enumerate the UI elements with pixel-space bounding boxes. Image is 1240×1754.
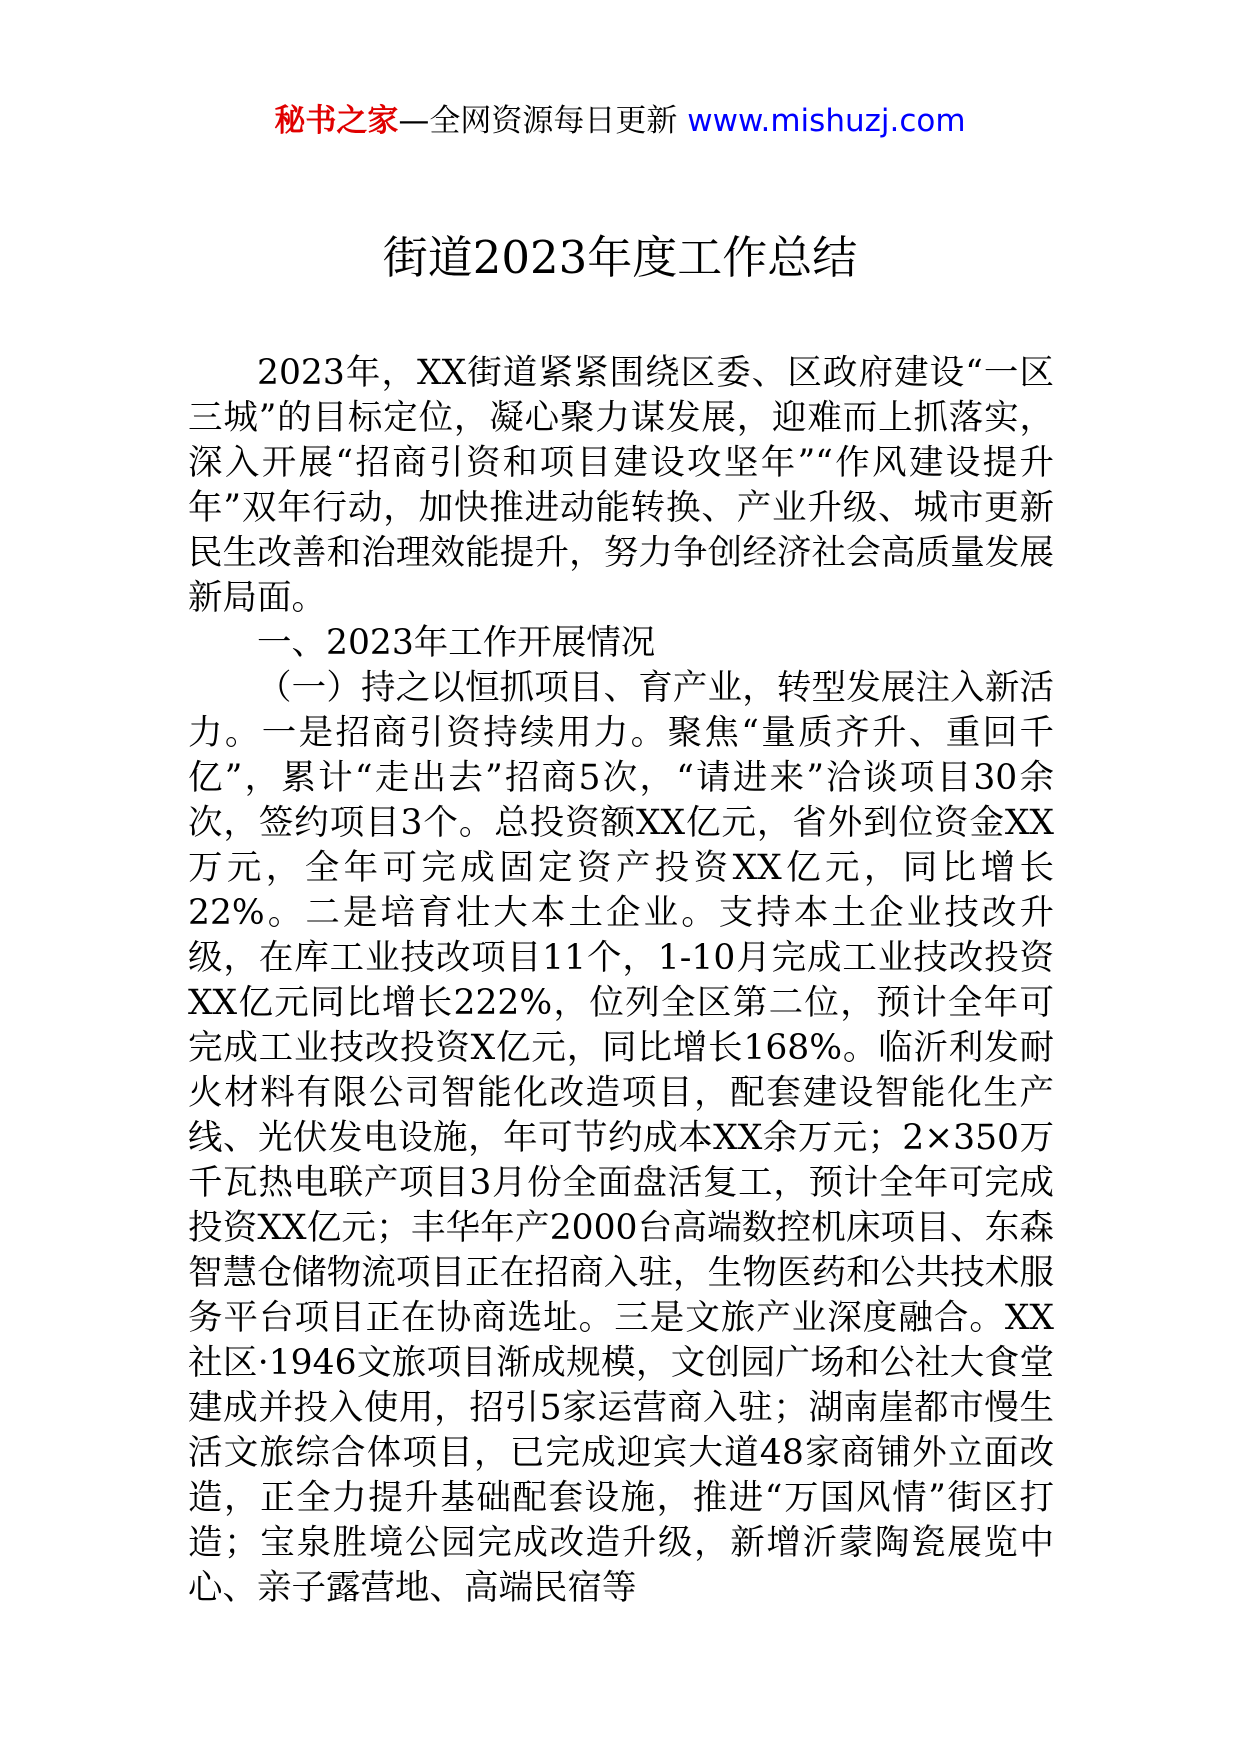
brand-name: 秘书之家 (274, 103, 399, 139)
site-header (0, 98, 1240, 144)
intro-paragraph: 2023年，XX街道紧紧围绕区委、区政府建设“一区三城”的目标定位，凝心聚力谋发展，迎难而上抓落实，深入开展“招商引资和项目建设攻坚年”“作风建设提升年”双年行动，加快推进动能转换、产业升级、城市更新民生改善和治理效能提升，努力争创经济社会高质量发展新局面。 (188, 353, 1054, 618)
website-link[interactable]: www.mishuzj.com (687, 103, 966, 139)
document-body (188, 351, 1054, 1611)
header-tagline: —全网资源每日更新 (398, 103, 688, 139)
section-heading: 一、2023年工作开展情况 (257, 623, 656, 663)
section-paragraph: （一）持之以恒抓项目、育产业，转型发展注入新活力。一是招商引资持续用力。聚焦“量质齐升、重回千亿”，累计“走出去”招商5次，“请进来”洽谈项目30余次，签约项目3个。总投资额XX亿元，省外到位资金XX万元，全年可完成固定资产投资XX亿元，同比增长22%。二是培育壮大本土企业。支持本土企业技改升级，在库工业技改项目11个，1-10月完成工业技改投资XX亿元同比增长222%，位列全区第二位，预计全年可完成工业技改投资X亿元，同比增长168%。临沂利发耐火材料有限公司智能化改造项目，配套建设智能化生产线、光伏发电设施，年可节约成本XX余万元；2×350万千瓦热电联产项目3月份全面盘活复工，预计全年可完成投资XX亿元；丰华年产2000台高端数控机床项目、东森智慧仓储物流项目正在招商入驻，生物医药和公共技术服务平台项目正在协商选址。三是文旅产业深度融合。XX社区·1946文旅项目渐成规模，文创园广场和公社大食堂建成并投入使用，招引5家运营商入驻；湖南崖都市慢生活文旅综合体项目，已完成迎宾大道48家商铺外立面改造，正全力提升基础配套设施，推进“万国风情”街区打造；宝泉胜境公园完成改造升级，新增沂蒙陶瓷展览中心、亲子露营地、高端民宿等 (188, 668, 1054, 1608)
document-title: 街道2023年度工作总结 (382, 231, 858, 284)
